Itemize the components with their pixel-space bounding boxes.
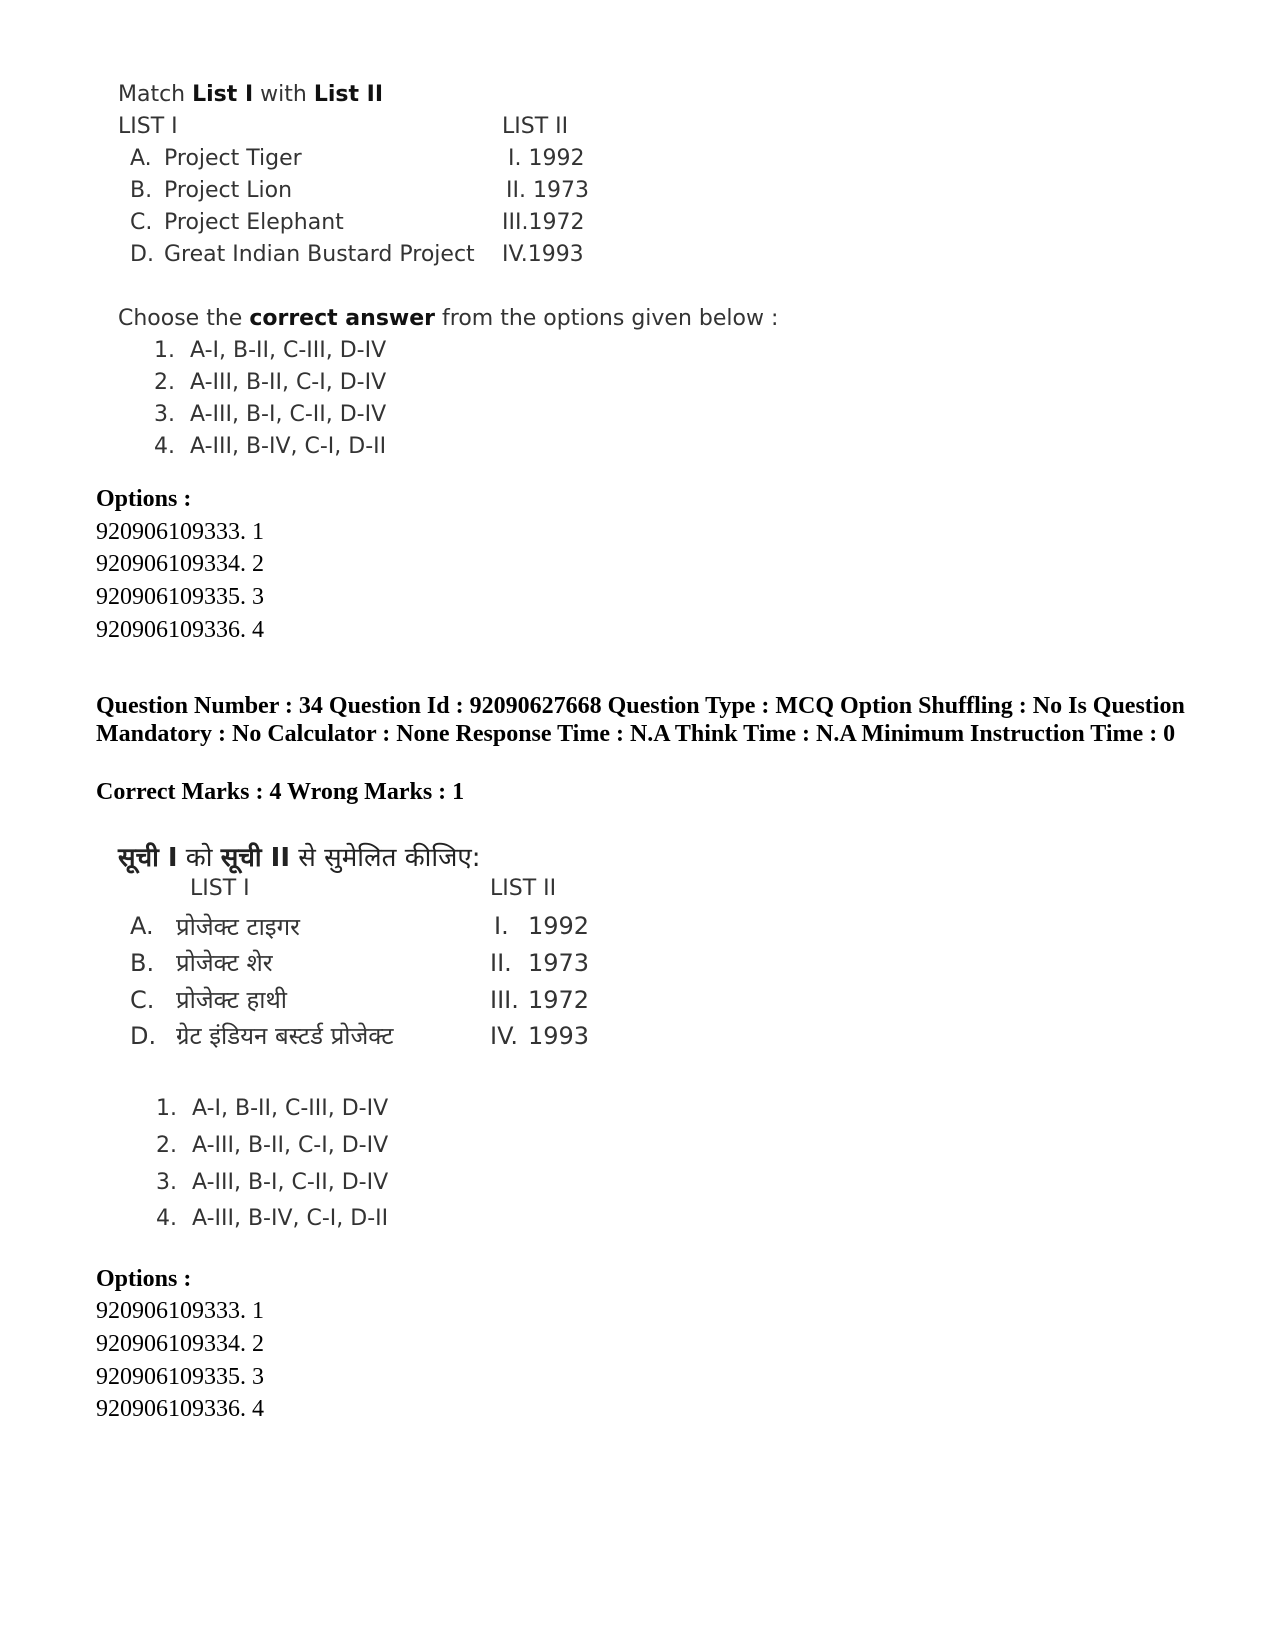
answer-text: A-III, B-II, C-I, D-IV bbox=[190, 370, 387, 395]
option-item: 920906109336. 4 bbox=[96, 617, 264, 643]
row-item: प्रोजेक्ट हाथी bbox=[176, 986, 287, 1014]
row-letter: D. bbox=[130, 1022, 157, 1050]
answer-text: A-III, B-IV, C-I, D-II bbox=[190, 434, 387, 459]
list1-header: LIST I bbox=[118, 114, 178, 139]
marks-line: Correct Marks : 4 Wrong Marks : 1 bbox=[96, 779, 465, 805]
row-item: Project Tiger bbox=[164, 146, 302, 171]
choose-instruction bbox=[118, 306, 778, 331]
title-list2: सूची II bbox=[220, 843, 291, 873]
question-metadata: Question Number : 34 Question Id : 92090627668 Question Type : MCQ Option Shuffling : No Is Question Mandatory : No Calculator : None Response Time : N.A Think Time : N.A Minimum Instruction Time : 0 bbox=[96, 693, 1185, 747]
row-item: Project Lion bbox=[164, 178, 293, 203]
row-roman: II. bbox=[490, 949, 512, 977]
options-label: Options : bbox=[96, 486, 192, 512]
title-list2: List II bbox=[313, 82, 384, 107]
row-year: 1972 bbox=[528, 986, 590, 1014]
answer-number: 4. bbox=[156, 1206, 177, 1231]
choose-text: Choose the bbox=[118, 306, 250, 331]
row-item: ग्रेट इंडियन बस्टर्ड प्रोजेक्ट bbox=[176, 1022, 394, 1050]
option-item: 920906109333. 1 bbox=[96, 1298, 264, 1324]
answer-number: 3. bbox=[154, 402, 175, 427]
row-year: 1992 bbox=[528, 912, 590, 940]
choose-bold: correct answer bbox=[249, 306, 436, 331]
option-item: 920906109335. 3 bbox=[96, 584, 264, 610]
answer-text: A-I, B-II, C-III, D-IV bbox=[192, 1096, 389, 1121]
answer-number: 4. bbox=[154, 434, 175, 459]
answer-text: A-III, B-IV, C-I, D-II bbox=[192, 1206, 389, 1231]
choose-text: from the options given below : bbox=[435, 306, 779, 331]
list2-header: LIST II bbox=[490, 876, 557, 901]
option-item: 920906109334. 2 bbox=[96, 551, 264, 577]
row-item: प्रोजेक्ट शेर bbox=[176, 949, 273, 977]
row-letter: A. bbox=[130, 146, 152, 171]
row-match: I. 1992 bbox=[508, 146, 585, 171]
row-item: Project Elephant bbox=[164, 210, 344, 235]
options-label: Options : bbox=[96, 1266, 192, 1292]
row-match: IV.1993 bbox=[502, 242, 584, 267]
row-letter: B. bbox=[130, 178, 153, 203]
title-text: Match bbox=[118, 82, 193, 107]
list2-header: LIST II bbox=[502, 114, 569, 139]
question-title-hindi bbox=[118, 838, 481, 874]
row-letter: D. bbox=[130, 242, 154, 267]
row-letter: C. bbox=[130, 986, 155, 1014]
answer-text: A-III, B-I, C-II, D-IV bbox=[190, 402, 387, 427]
row-year: 1973 bbox=[528, 949, 590, 977]
title-list1: सूची I bbox=[118, 843, 178, 873]
answer-number: 1. bbox=[156, 1096, 177, 1121]
answer-number: 3. bbox=[156, 1170, 177, 1195]
row-letter: A. bbox=[130, 912, 154, 940]
answer-number: 1. bbox=[154, 338, 175, 363]
row-match: III.1972 bbox=[502, 210, 585, 235]
option-item: 920906109333. 1 bbox=[96, 519, 264, 545]
row-match: II. 1973 bbox=[506, 178, 589, 203]
row-year: 1993 bbox=[528, 1022, 590, 1050]
answer-text: A-III, B-I, C-II, D-IV bbox=[192, 1170, 389, 1195]
row-item: Great Indian Bustard Project bbox=[164, 242, 475, 267]
row-item: प्रोजेक्ट टाइगर bbox=[176, 913, 300, 941]
option-item: 920906109334. 2 bbox=[96, 1331, 264, 1357]
answer-text: A-I, B-II, C-III, D-IV bbox=[190, 338, 387, 363]
title-text: with bbox=[253, 82, 314, 107]
row-roman: III. bbox=[490, 986, 519, 1014]
option-item: 920906109335. 3 bbox=[96, 1364, 264, 1390]
question-title bbox=[118, 82, 383, 107]
row-roman: I. bbox=[494, 912, 509, 940]
title-text: से सुमेलित कीजिए: bbox=[290, 843, 481, 873]
list1-header: LIST I bbox=[190, 876, 250, 901]
row-roman: IV. bbox=[490, 1022, 519, 1050]
title-list1: List I bbox=[192, 82, 254, 107]
option-item: 920906109336. 4 bbox=[96, 1396, 264, 1422]
answer-number: 2. bbox=[154, 370, 175, 395]
row-letter: C. bbox=[130, 210, 153, 235]
answer-text: A-III, B-II, C-I, D-IV bbox=[192, 1133, 389, 1158]
title-text: को bbox=[177, 843, 221, 873]
row-letter: B. bbox=[130, 949, 155, 977]
answer-number: 2. bbox=[156, 1133, 177, 1158]
